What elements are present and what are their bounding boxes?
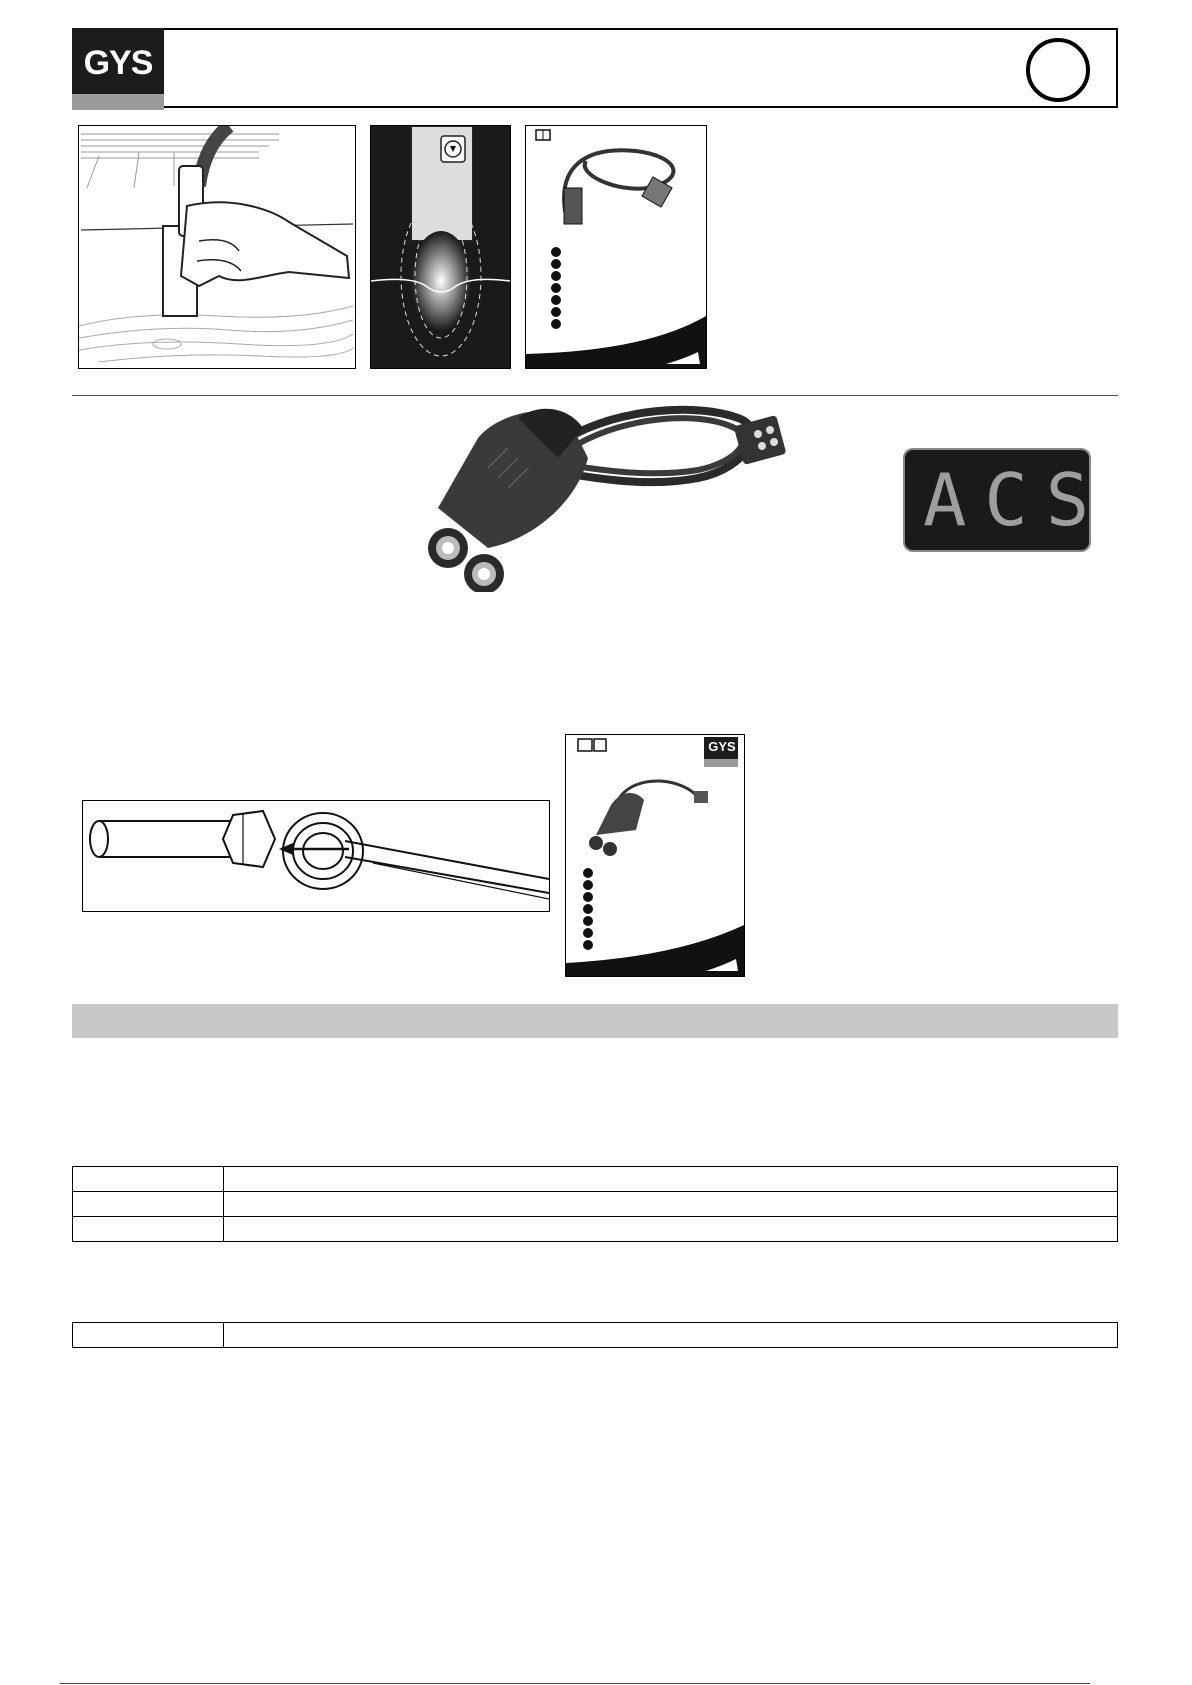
header-frame — [72, 28, 1118, 108]
table-cell — [224, 1167, 1118, 1192]
digital-display — [903, 448, 1108, 552]
table-cell — [73, 1167, 224, 1192]
table-row — [73, 1217, 1118, 1242]
coil-nut-illustration — [83, 801, 549, 911]
figure-heating-field — [370, 125, 511, 369]
inductor-product-illustration — [418, 398, 818, 592]
table-row — [73, 1192, 1118, 1217]
table-cell — [224, 1192, 1118, 1217]
logo-text: GYS — [83, 44, 153, 82]
table-cell — [73, 1192, 224, 1217]
display-readout: ACS — [923, 458, 1108, 542]
spec-table-1 — [72, 1166, 1118, 1242]
figure-manual-cover — [525, 125, 707, 369]
manual-cover-small-logo-text: GYS — [708, 739, 736, 754]
table-row — [73, 1323, 1118, 1348]
gys-logo — [72, 28, 164, 110]
section-divider — [72, 395, 1118, 396]
manual-cover-illustration — [526, 126, 706, 368]
section-header-band — [72, 1004, 1118, 1038]
figure-manual-cover-small — [565, 734, 745, 977]
table-cell — [73, 1323, 224, 1348]
table-cell — [224, 1323, 1118, 1348]
table-cell — [73, 1217, 224, 1242]
manual-cover-small-illustration — [566, 735, 744, 976]
language-badge — [1026, 38, 1090, 102]
hand-inductor-illustration — [79, 126, 355, 368]
spec-table-2 — [72, 1322, 1118, 1348]
figure-coil-nut — [82, 800, 550, 912]
table-row — [73, 1167, 1118, 1192]
figure-hand-inductor — [78, 125, 356, 369]
footer-rule — [60, 1683, 1090, 1684]
product-photo — [418, 398, 818, 592]
heating-field-illustration — [371, 126, 510, 368]
logo-band — [72, 94, 164, 110]
table-cell — [224, 1217, 1118, 1242]
